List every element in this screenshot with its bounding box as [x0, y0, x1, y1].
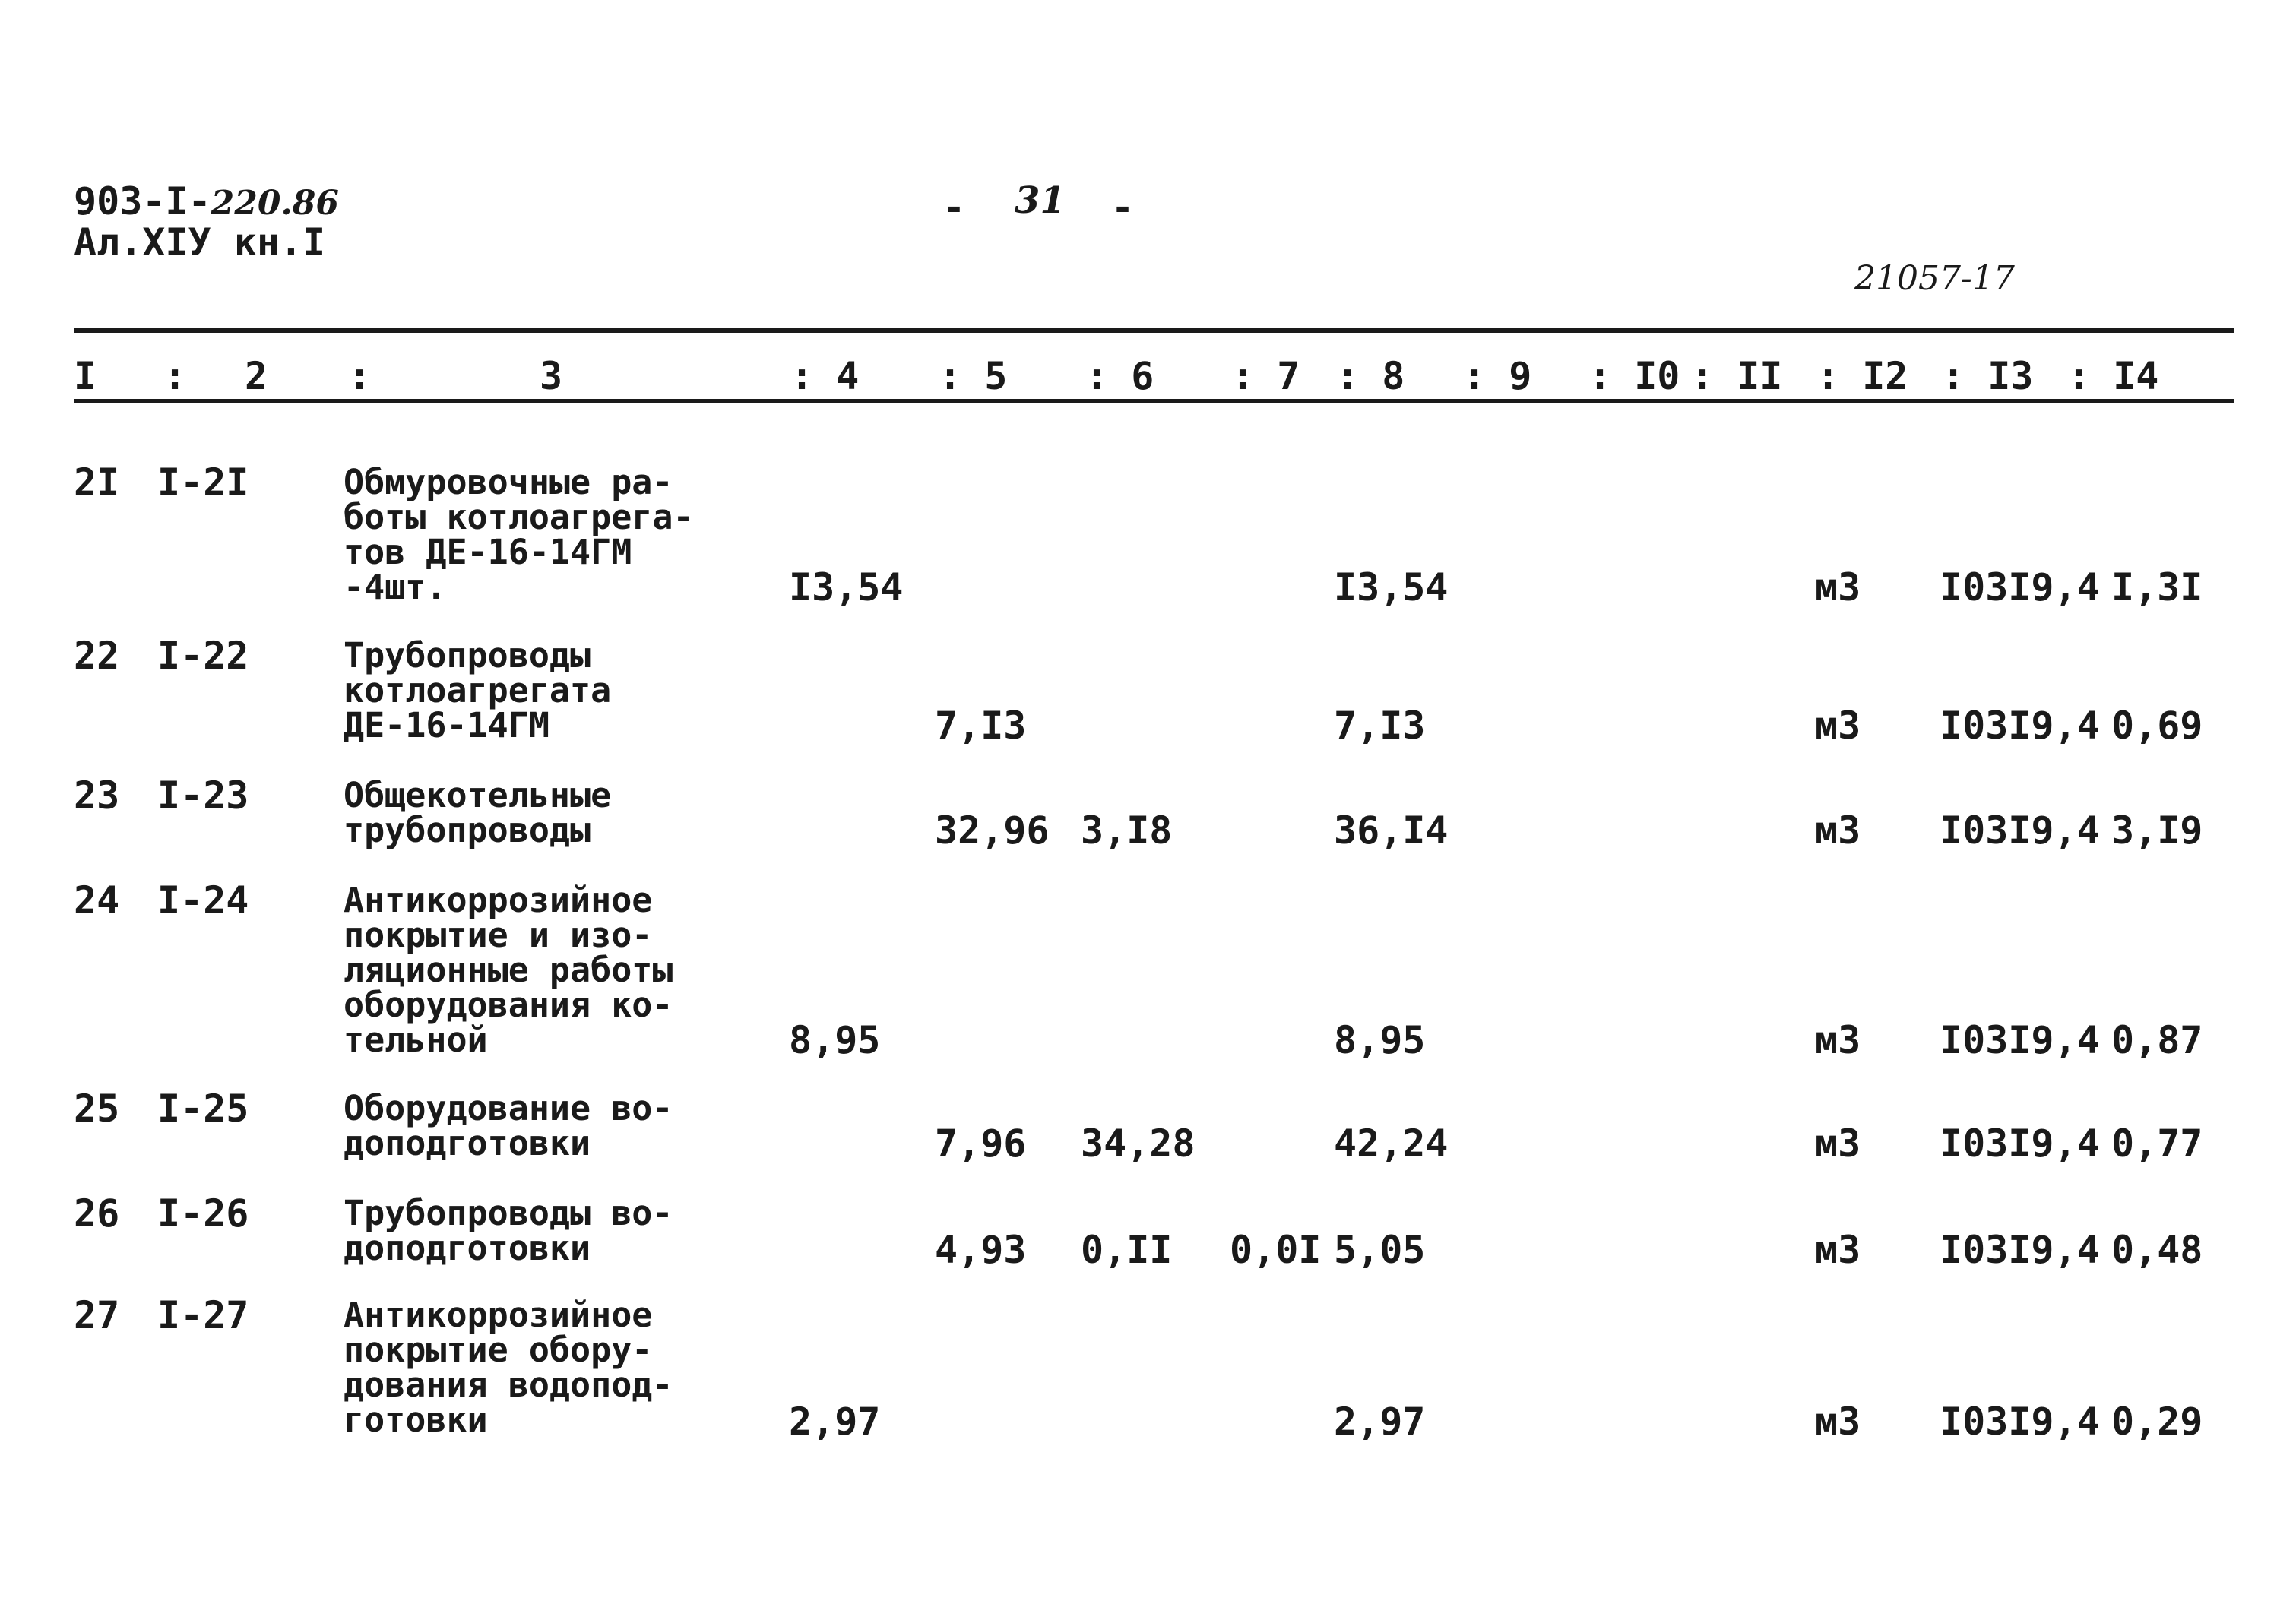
cell-col8: 2,97: [1334, 1400, 1426, 1444]
cell-unit: м3: [1815, 808, 1861, 853]
col-10-header: : I0: [1588, 354, 1680, 398]
cell-col14: 0,77: [2111, 1122, 2203, 1166]
row-number: 24: [74, 878, 120, 922]
row-code: I-26: [157, 1191, 249, 1235]
row-code: I-27: [157, 1293, 249, 1337]
cell-col5: 32,96: [935, 808, 1050, 853]
page-dash-left: -: [942, 185, 966, 229]
document-code: [74, 179, 340, 223]
cell-col13: I03I9,4: [1940, 565, 2100, 609]
row-number: 23: [74, 774, 120, 818]
row-description: Антикоррозийное покрытие обору- дования водопод- готовки: [344, 1295, 673, 1440]
cell-col7: 0,0I: [1230, 1228, 1322, 1272]
cell-unit: м3: [1815, 1228, 1861, 1272]
page-dash-right: -: [1111, 185, 1135, 229]
row-code: I-24: [157, 878, 249, 922]
cell-col13: I03I9,4: [1940, 1228, 2100, 1272]
col-6-header: : 6: [1085, 354, 1154, 398]
col-9-header: : 9: [1463, 354, 1532, 398]
cell-col8: 5,05: [1334, 1228, 1426, 1272]
row-description: Общекотельные трубопроводы: [344, 775, 612, 850]
row-code: I-23: [157, 774, 249, 818]
cell-unit: м3: [1815, 704, 1861, 748]
cell-col14: 3,I9: [2111, 808, 2203, 853]
cell-unit: м3: [1815, 565, 1861, 609]
cell-col14: 0,69: [2111, 704, 2203, 748]
cell-col4: 2,97: [789, 1400, 881, 1444]
row-description: Трубопроводы котлоагрегата ДЕ-16-14ГМ: [344, 635, 612, 745]
cell-col6: 34,28: [1081, 1122, 1196, 1166]
cell-col8: I3,54: [1334, 565, 1449, 609]
col-8-header: : 8: [1336, 354, 1405, 398]
col-1-header: I: [74, 354, 97, 398]
table-header-rule: [74, 399, 2234, 403]
document-code-printed: 903-I-: [74, 179, 211, 223]
cell-col5: 7,96: [935, 1122, 1027, 1166]
cell-col13: I03I9,4: [1940, 1018, 2100, 1062]
row-number: 2I: [74, 460, 120, 505]
cell-col8: 36,I4: [1334, 808, 1449, 853]
cell-col14: I,3I: [2111, 565, 2203, 609]
cell-col8: 8,95: [1334, 1018, 1426, 1062]
cell-col4: 8,95: [789, 1018, 881, 1062]
cell-col14: 0,29: [2111, 1400, 2203, 1444]
cell-unit: м3: [1815, 1400, 1861, 1444]
cell-unit: м3: [1815, 1122, 1861, 1166]
row-code: I-22: [157, 634, 249, 678]
col-sep: :: [348, 354, 372, 398]
cell-col6: 0,II: [1081, 1228, 1173, 1272]
cell-col13: I03I9,4: [1940, 1122, 2100, 1166]
cell-col13: I03I9,4: [1940, 704, 2100, 748]
col-7-header: : 7: [1231, 354, 1300, 398]
row-number: 26: [74, 1191, 120, 1235]
row-description: Антикоррозийное покрытие и изо- ляционные работы оборудования ко- тельной: [344, 880, 673, 1060]
table-top-rule: [74, 328, 2234, 333]
col-4-header: : 4: [790, 354, 860, 398]
cell-col8: 42,24: [1334, 1122, 1449, 1166]
row-code: I-25: [157, 1087, 249, 1131]
cell-col14: 0,48: [2111, 1228, 2203, 1272]
col-2-header: 2: [245, 354, 268, 398]
col-13-header: : I3: [1942, 354, 2034, 398]
col-12-header: : I2: [1816, 354, 1908, 398]
cell-col8: 7,I3: [1334, 704, 1426, 748]
page-number: 31: [1015, 179, 1066, 222]
col-5-header: : 5: [939, 354, 1008, 398]
col-sep: :: [163, 354, 187, 398]
cell-col4: I3,54: [789, 565, 904, 609]
row-number: 22: [74, 634, 120, 678]
document-code-handwritten: 220.86: [211, 184, 340, 223]
row-description: Оборудование во- доподготовки: [344, 1088, 673, 1163]
col-14-header: : I4: [2067, 354, 2159, 398]
col-11-header: : II: [1691, 354, 1783, 398]
cell-col5: 7,I3: [935, 704, 1027, 748]
row-number: 25: [74, 1087, 120, 1131]
cell-unit: м3: [1815, 1018, 1861, 1062]
cell-col13: I03I9,4: [1940, 808, 2100, 853]
cell-col14: 0,87: [2111, 1018, 2203, 1062]
col-3-header: 3: [540, 354, 563, 398]
row-code: I-2I: [157, 460, 249, 505]
cell-col13: I03I9,4: [1940, 1400, 2100, 1444]
row-number: 27: [74, 1293, 120, 1337]
stamp-number: 21057-17: [1854, 259, 2015, 298]
cell-col6: 3,I8: [1081, 808, 1173, 853]
row-description: Обмуровочные ра- боты котлоагрега- тов ДЕ-16-14ГМ -4шт.: [344, 462, 694, 607]
cell-col5: 4,93: [935, 1228, 1027, 1272]
row-description: Трубопроводы во- доподготовки: [344, 1193, 673, 1268]
album-reference: Ал.XIУ кн.I: [74, 220, 326, 264]
